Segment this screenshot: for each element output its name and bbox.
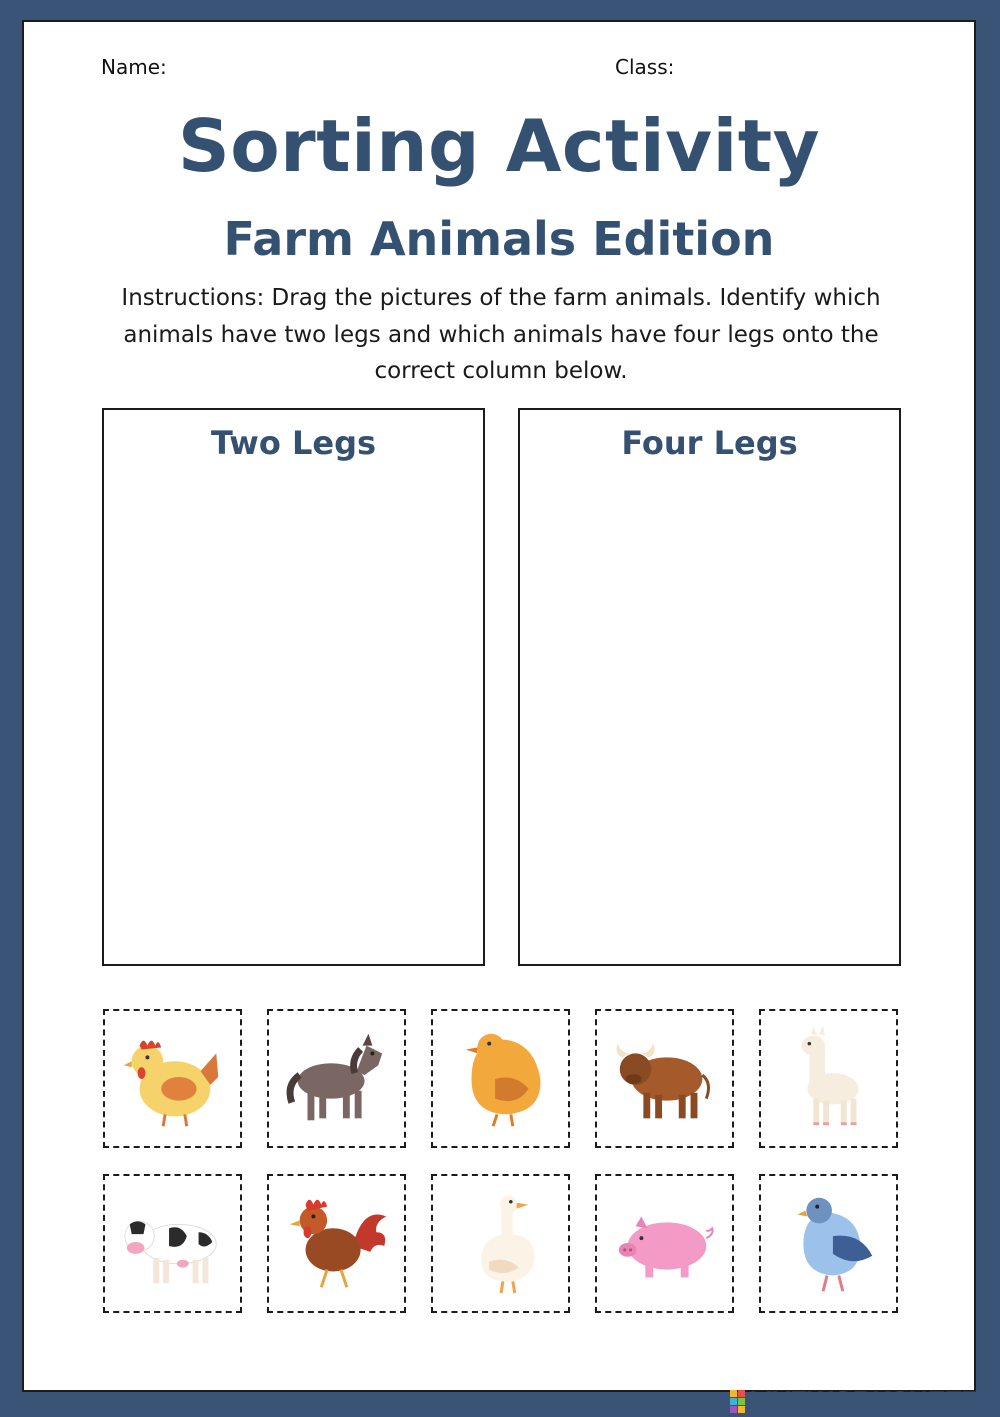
animal-card-cow[interactable] xyxy=(103,1174,242,1313)
animal-card-rooster[interactable] xyxy=(267,1174,406,1313)
cow-icon xyxy=(114,1185,232,1303)
liveworksheets-watermark xyxy=(730,1385,996,1416)
llama-icon xyxy=(770,1020,888,1138)
animal-card-llama[interactable] xyxy=(759,1009,898,1148)
animal-card-hen[interactable] xyxy=(103,1009,242,1148)
watermark-text: LIVEWORKSHEETS xyxy=(749,1385,996,1416)
worksheet-page xyxy=(22,20,976,1392)
animal-card-yak[interactable] xyxy=(595,1009,734,1148)
name-label: Name: xyxy=(101,55,167,79)
pig-icon xyxy=(606,1185,724,1303)
four-legs-drop-zone[interactable] xyxy=(518,408,901,966)
liveworksheets-logo-icon xyxy=(730,1390,745,1413)
goose-icon xyxy=(442,1185,560,1303)
yak-icon xyxy=(606,1020,724,1138)
animal-card-pigeon[interactable] xyxy=(759,1174,898,1313)
horse-icon xyxy=(278,1020,396,1138)
page-subtitle: Farm Animals Edition xyxy=(223,212,775,266)
pigeon-icon xyxy=(770,1185,888,1303)
animal-card-pig[interactable] xyxy=(595,1174,734,1313)
animal-card-goose[interactable] xyxy=(431,1174,570,1313)
duck-icon xyxy=(442,1020,560,1138)
four-legs-heading: Four Legs xyxy=(621,424,798,462)
page-title: Sorting Activity xyxy=(177,104,821,188)
two-legs-heading: Two Legs xyxy=(210,424,377,462)
rooster-icon xyxy=(278,1185,396,1303)
hen-icon xyxy=(114,1020,232,1138)
two-legs-drop-zone[interactable] xyxy=(102,408,485,966)
animal-card-duck[interactable] xyxy=(431,1009,570,1148)
instructions-text: Instructions: Drag the pictures of the farm animals. Identify which animals have two legs and which animals have four legs onto the correct column below. xyxy=(121,285,881,384)
animal-card-horse[interactable] xyxy=(267,1009,406,1148)
class-label: Class: xyxy=(615,55,675,79)
